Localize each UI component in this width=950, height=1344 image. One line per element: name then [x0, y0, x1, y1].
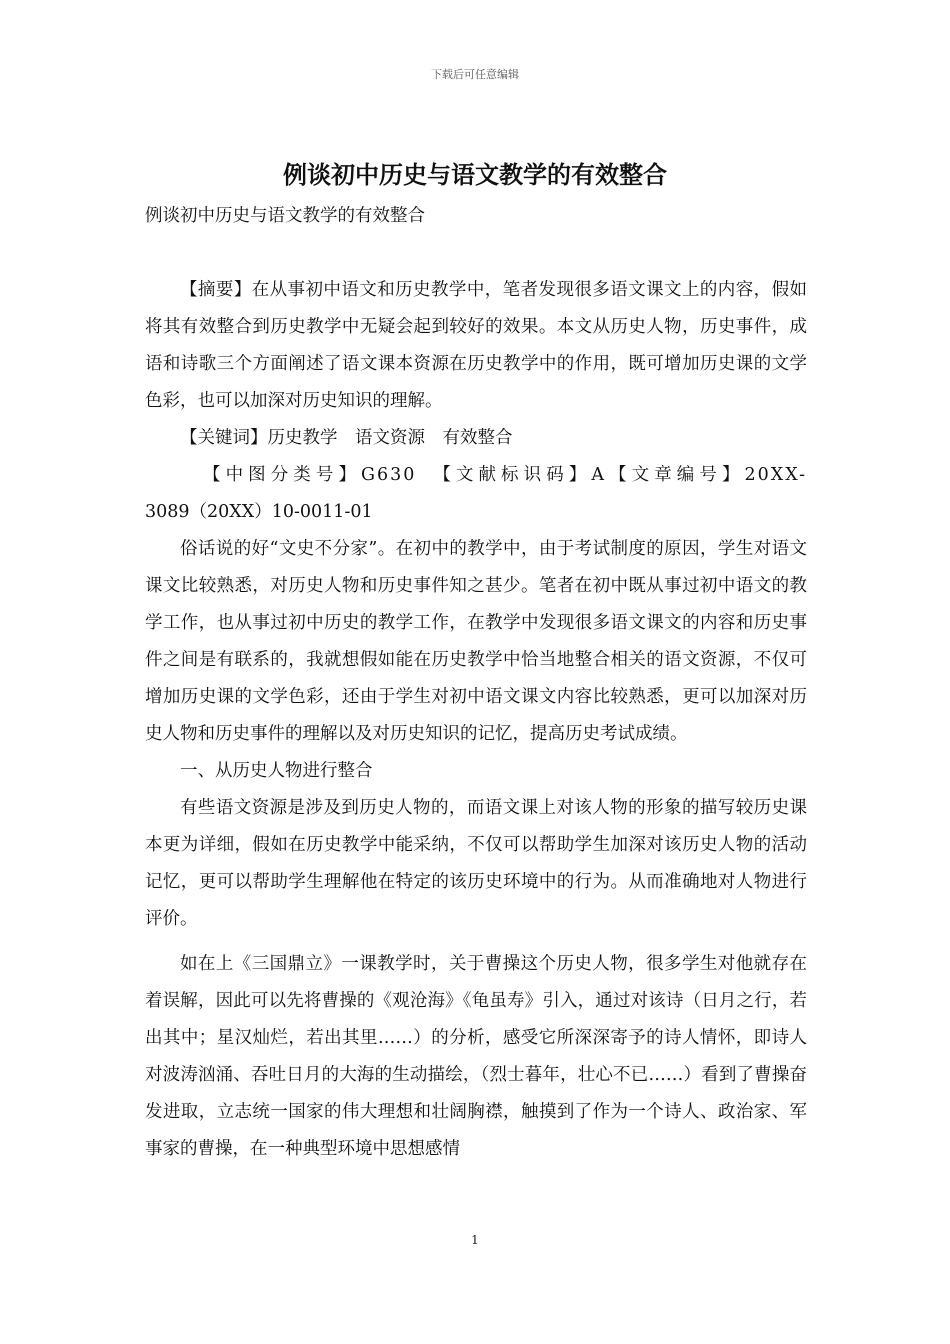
- page-header: 下载后可任意编辑: [431, 68, 519, 81]
- section-heading: 一、从历史人物进行整合: [180, 761, 373, 781]
- document-subtitle: 例谈初中历史与语文教学的有效整合: [145, 206, 425, 226]
- classification-line: 【中图分类号】G630 【文献标识码】A【文章编号】20XX-: [203, 465, 807, 485]
- classification-continuation: 3089（20XX）10-0011-01: [145, 502, 373, 522]
- body-paragraph: 如在上《三国鼎立》一课教学时，关于曹操这个历史人物，很多学生对他就存在着误解，因此可以先将曹操的《观沧海》《龟虽寿》引入，通过对该诗（日月之行，若出其中；星汉灿烂，若出其里……）的分析，感受它所深深寄予的诗人情怀，即诗人对波涛汹涌、吞吐日月的大海的生动描绘，（烈士暮年，壮心不已……）看到了曹操奋发进取，立志统一国家的伟大理想和壮阔胸襟，触摸到了作为一个诗人、政治家、军事家的曹操，在一种典型环境中思想感情: [145, 954, 807, 1159]
- abstract-paragraph: 【摘要】在从事初中语文和历史教学中，笔者发现很多语文课文上的内容，假如将其有效整合到历史教学中无疑会起到较好的效果。本文从历史人物，历史事件，成语和诗歌三个方面阐述了语文课本资源在历史教学中的作用，既可增加历史课的文学色彩，也可以加深对历史知识的理解。: [145, 280, 807, 411]
- body-paragraph: 有些语文资源是涉及到历史人物的，而语文课上对该人物的形象的描写较历史课本更为详细，假如在历史教学中能采纳，不仅可以帮助学生加深对该历史人物的活动记忆，更可以帮助学生理解他在特定的该历史环境中的行为。从而准确地对人物进行评价。: [145, 798, 807, 929]
- document-title: 例谈初中历史与语文教学的有效整合: [283, 161, 667, 189]
- page-number: 1: [471, 1233, 479, 1247]
- intro-paragraph: 俗话说的好“文史不分家”。在初中的教学中，由于考试制度的原因，学生对语文课文比较熟悉，对历史人物和历史事件知之甚少。笔者在初中既从事过初中语文的教学工作，也从事过初中历史的教学工作，在教学中发现很多语文课文的内容和历史事件之间是有联系的，我就想假如能在历史教学中恰当地整合相关的语文资源，不仅可增加历史课的文学色彩，还由于学生对初中语文课文内容比较熟悉，更可以加深对历史人物和历史事件的理解以及对历史知识的记忆，提高历史考试成绩。: [145, 539, 807, 744]
- keywords-paragraph: 【关键词】历史教学 语文资源 有效整合: [180, 428, 513, 448]
- document-body: [145, 198, 807, 1168]
